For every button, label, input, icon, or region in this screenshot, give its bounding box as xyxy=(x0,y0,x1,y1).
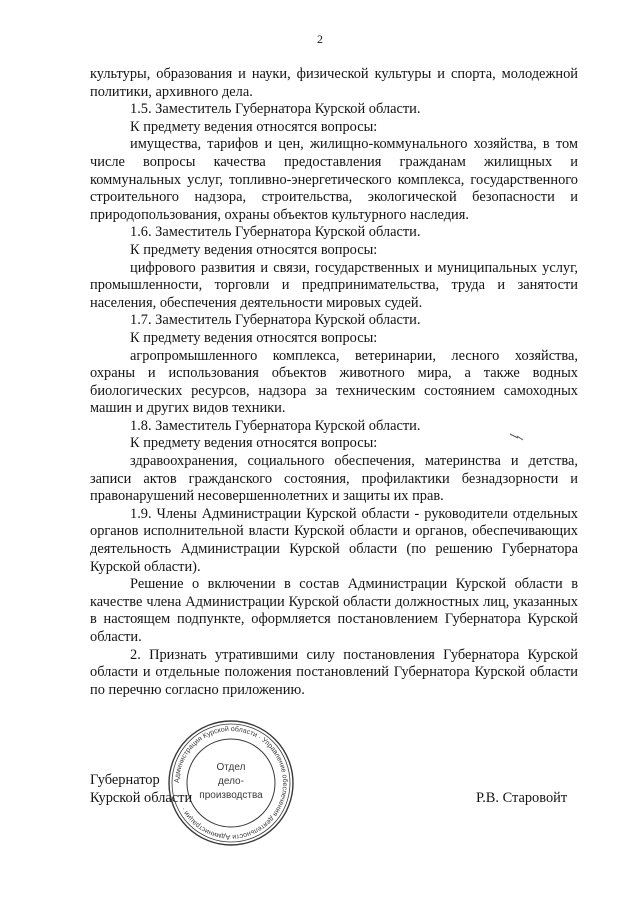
paragraph: имущества, тарифов и цен, жилищно-коммунального хозяйства, в том числе вопросы качества предоставления гражданам жилищных и коммунальных услуг, топливно-энергетического комплекса, государственного строительного надзора, строительства, экологической безопасности и природопользования, охраны объектов культурного наследия. xyxy=(90,136,578,223)
stamp-center-line3: производства xyxy=(199,790,263,801)
signature-title-line2: Курской области xyxy=(90,790,193,806)
stamp-seal xyxy=(166,718,296,848)
signature-name: Р.В. Старовойт xyxy=(476,790,568,806)
paragraph: цифрового развития и связи, государственных и муниципальных услуг, промышленности, торговли и предпринимательства, труда и занятости населения, обеспечения деятельности мировых судей. xyxy=(90,259,578,311)
paragraph: 2. Признать утратившими силу постановления Губернатора Курской области и отдельные положения постановлений Губернатора Курской области по перечню согласно приложению. xyxy=(90,646,578,698)
stamp-center-line1: Отдел xyxy=(216,762,246,773)
paragraph: К предмету ведения относятся вопросы: xyxy=(130,329,378,346)
paragraph: агропромышленного комплекса, ветеринарии, лесного хозяйства, охраны и использования объектов животного мира, а также водных биологических ресурсов, надзора за техническим состоянием самоходных машин и других видов техники. xyxy=(90,347,578,417)
paragraph: К предмету ведения относятся вопросы: xyxy=(130,435,378,452)
page-number: 2 xyxy=(317,32,323,46)
paragraph: 1.7. Заместитель Губернатора Курской области. xyxy=(130,312,421,329)
paragraph: 1.9. Члены Администрации Курской области - руководители отдельных органов исполнительной власти Курской области и органов, обеспечивающих деятельность Администрации Курской области (по решению Губернатора Курской области). xyxy=(90,505,578,575)
stamp-ring-text: Администрация Курской области · Управление обеспечения деятельности Администрации · xyxy=(173,725,289,841)
paragraph: 1.6. Заместитель Губернатора Курской области. xyxy=(130,224,421,241)
paragraph: 1.8. Заместитель Губернатора Курской области. xyxy=(130,417,421,434)
paragraph: К предмету ведения относятся вопросы: xyxy=(130,241,378,258)
stamp-center-line2: дело- xyxy=(218,776,244,787)
paragraph: Решение о включении в состав Администрации Курской области в качестве члена Администрации Курской области должностных лиц, указанных в настоящем подпункте, оформляется постановлением Губернатора Курской области. xyxy=(90,576,578,645)
paragraph: К предмету ведения относятся вопросы: xyxy=(130,118,378,135)
paragraph: здравоохранения, социального обеспечения, материнства и детства, записи актов гражданского состояния, профилактики безнадзорности и правонарушений несовершеннолетних и защиты их прав. xyxy=(90,453,578,505)
document-body xyxy=(90,66,578,699)
pen-mark-icon xyxy=(509,432,525,442)
paragraph: культуры, образования и науки, физической культуры и спорта, молодежной политики, архивного дела. xyxy=(90,66,578,100)
signature-title-line1: Губернатор xyxy=(90,772,160,788)
paragraph: 1.5. Заместитель Губернатора Курской области. xyxy=(130,101,421,118)
